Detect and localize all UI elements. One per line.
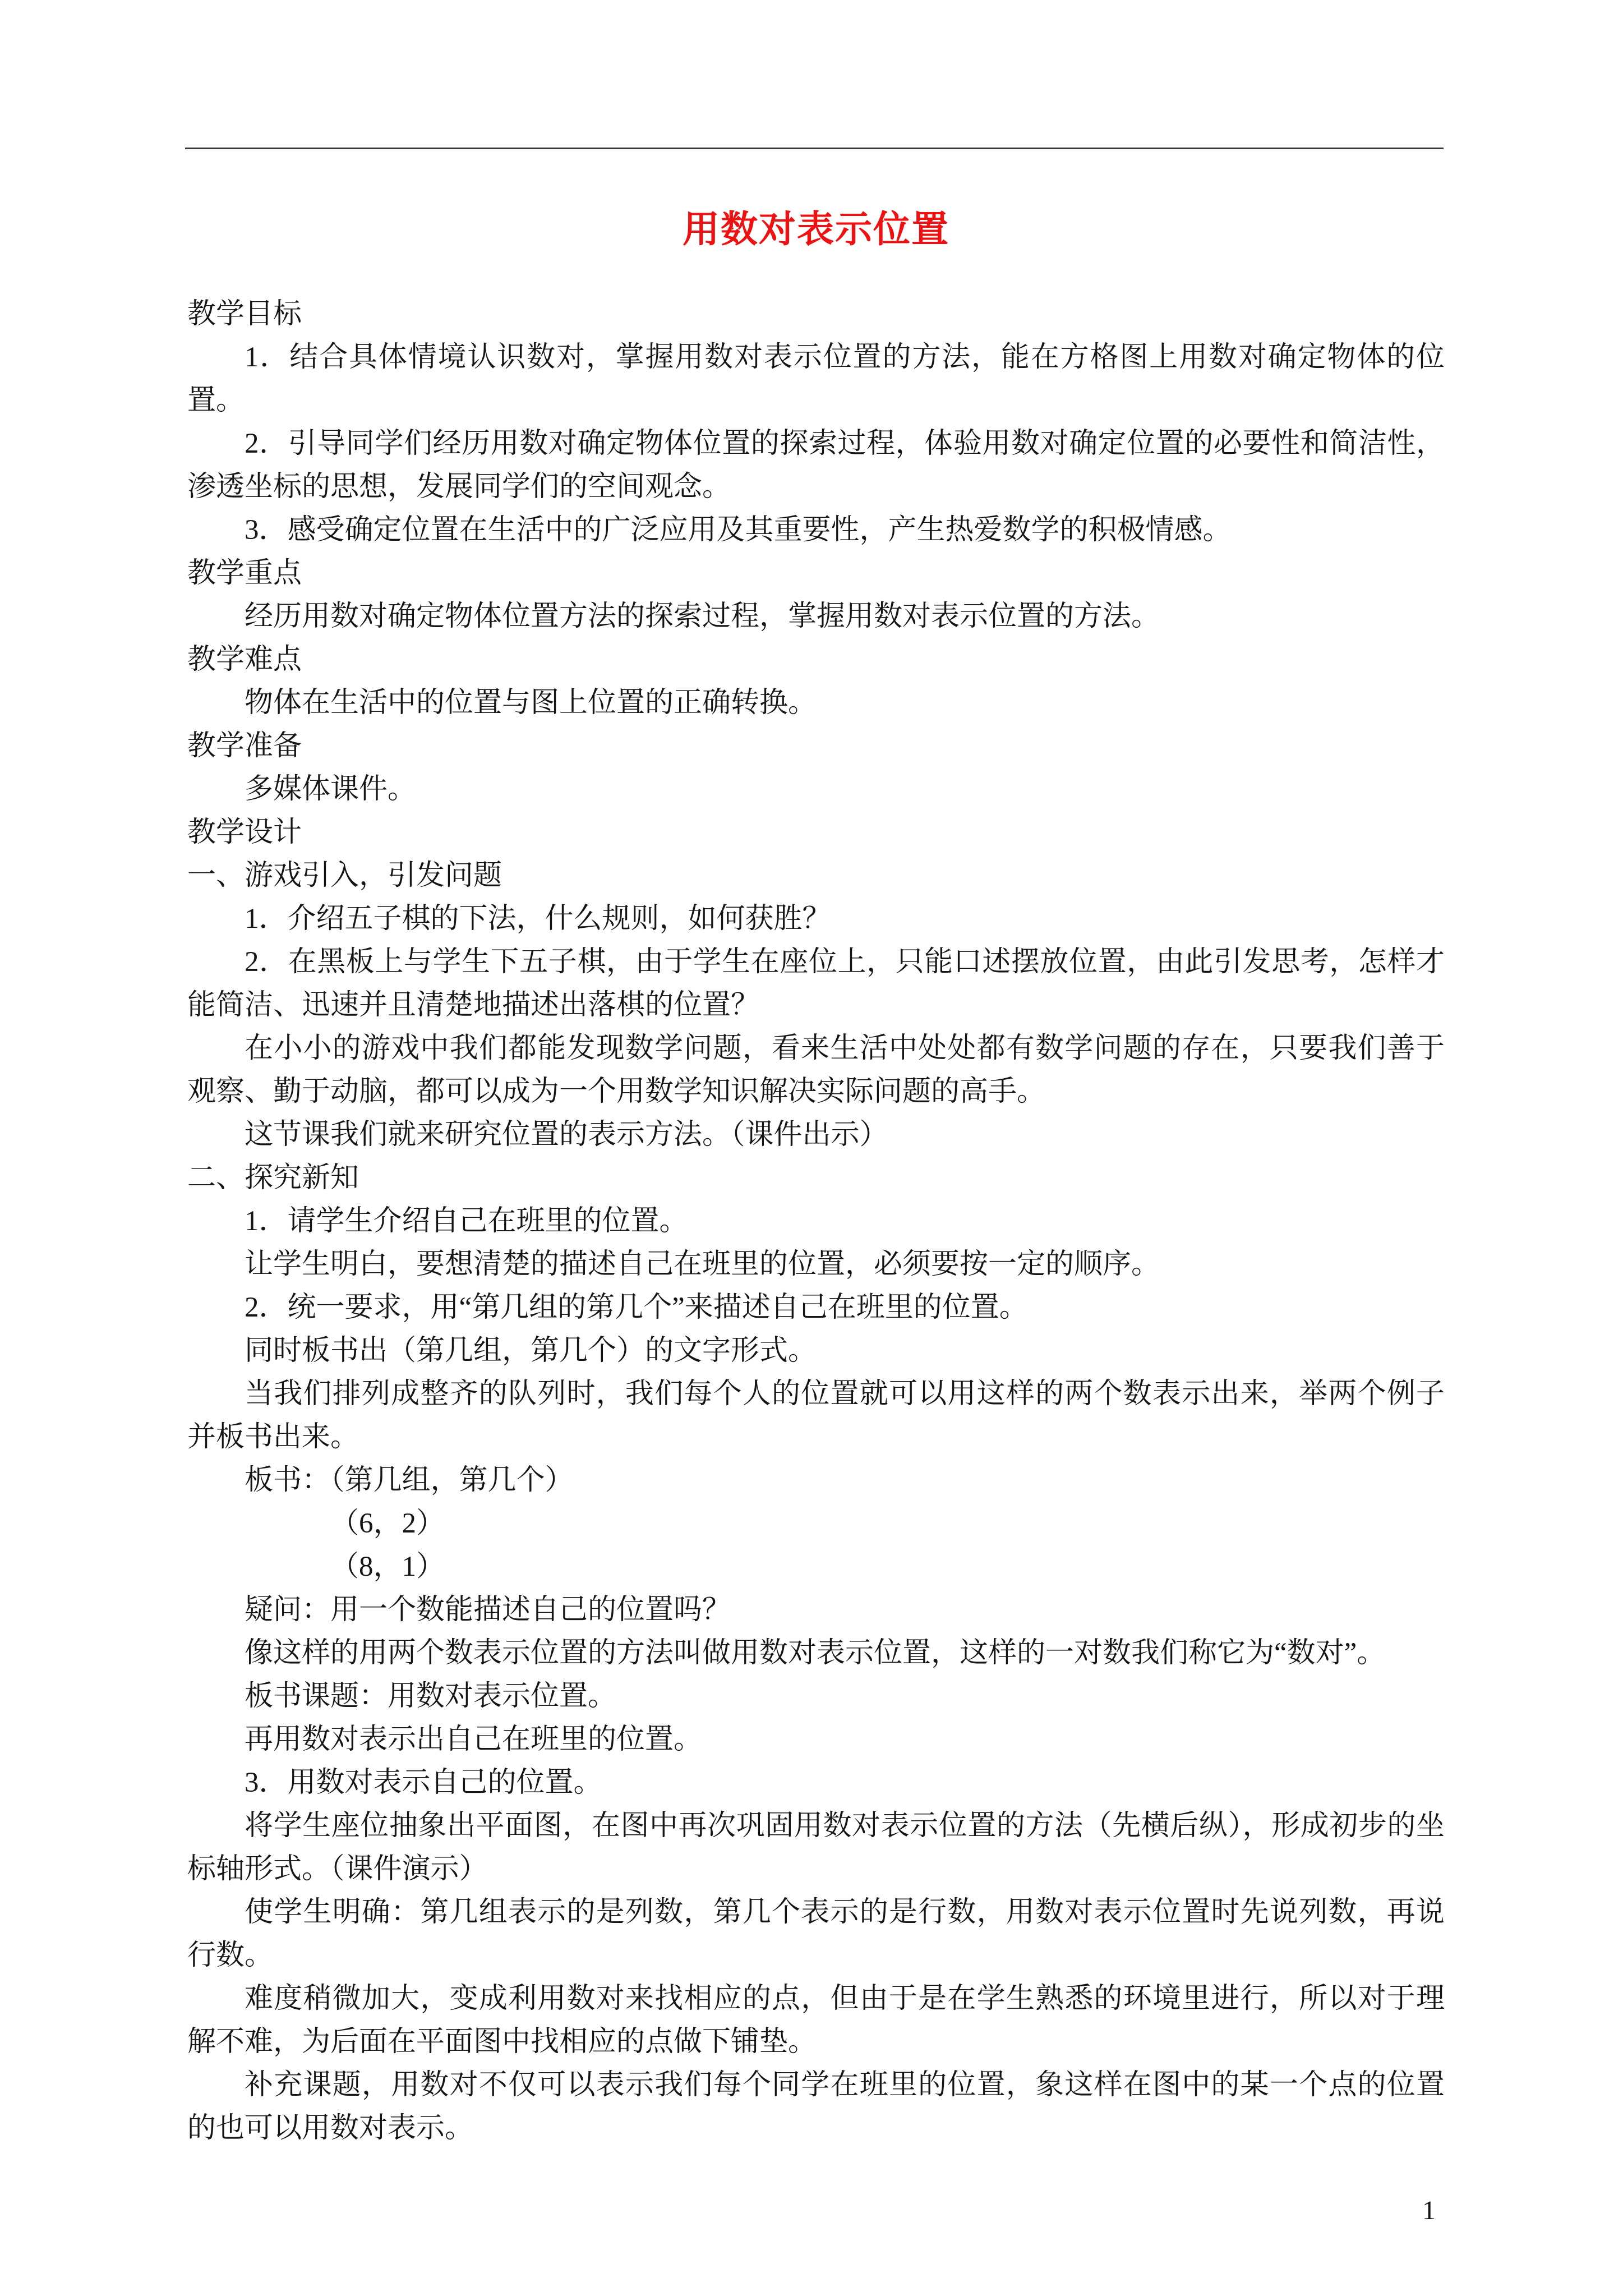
paragraph: 板书：（第几组，第几个） [245, 1465, 574, 1496]
document-body [187, 293, 1445, 2150]
paragraph: 使学生明确：第几组表示的是列数，第几个表示的是行数，用数对表示位置时先说列数，再说行数。 [187, 1897, 1445, 1971]
paragraph: 1．请学生介绍自己在班里的位置。 [245, 1205, 688, 1237]
paragraph: 教学设计 [187, 817, 302, 848]
paragraph: 教学准备 [187, 730, 302, 762]
paragraph: 这节课我们就来研究位置的表示方法。（课件出示） [245, 1119, 888, 1151]
paragraph: 板书课题：用数对表示位置。 [245, 1681, 617, 1712]
paragraph: 当我们排列成整齐的队列时，我们每个人的位置就可以用这样的两个数表示出来，举两个例子并板书出来。 [187, 1378, 1445, 1453]
document-content [187, 191, 1445, 2150]
paragraph: 让学生明白，要想清楚的描述自己在班里的位置，必须要按一定的顺序。 [245, 1249, 1160, 1280]
page-number: 1 [1422, 2196, 1436, 2225]
paragraph: 1．介绍五子棋的下法，什么规则，如何获胜？ [245, 903, 831, 935]
paragraph: 将学生座位抽象出平面图，在图中再次巩固用数对表示位置的方法（先横后纵），形成初步的坐标轴形式。（课件演示） [187, 1810, 1445, 1885]
paragraph: 2．统一要求，用“第几组的第几个”来描述自己在班里的位置。 [245, 1292, 1028, 1323]
paragraph: 3．感受确定位置在生活中的广泛应用及其重要性，产生热爱数学的积极情感。 [245, 514, 1232, 546]
paragraph: 补充课题，用数对不仅可以表示我们每个同学在班里的位置，象这样在图中的某一个点的位置的也可以用数对表示。 [187, 2069, 1445, 2144]
paragraph: 2．在黑板上与学生下五子棋，由于学生在座位上，只能口述摆放位置，由此引发思考，怎样才能简洁、迅速并且清楚地描述出落棋的位置？ [187, 946, 1445, 1021]
paragraph: 经历用数对确定物体位置方法的探索过程，掌握用数对表示位置的方法。 [245, 601, 1160, 632]
paragraph: 教学难点 [187, 644, 302, 675]
paragraph: 二、探究新知 [187, 1162, 359, 1194]
paragraph: 一、游戏引入，引发问题 [187, 860, 502, 891]
paragraph: 在小小的游戏中我们都能发现数学问题，看来生活中处处都有数学问题的存在，只要我们善于观察、勤于动脑，都可以成为一个用数学知识解决实际问题的高手。 [187, 1033, 1445, 1107]
paragraph: 3．用数对表示自己的位置。 [245, 1767, 602, 1798]
paragraph: 难度稍微加大，变成利用数对来找相应的点，但由于是在学生熟悉的环境里进行，所以对于理解不难，为后面在平面图中找相应的点做下铺垫。 [187, 1983, 1445, 2058]
paragraph: 教学重点 [187, 558, 302, 589]
paragraph: 教学目标 [187, 298, 302, 330]
paragraph: 同时板书出（第几组，第几个）的文字形式。 [245, 1335, 817, 1366]
paragraph: 疑问：用一个数能描述自己的位置吗？ [245, 1594, 731, 1626]
document-title: 用数对表示位置 [683, 209, 949, 250]
paragraph: 再用数对表示出自己在班里的位置。 [245, 1724, 703, 1755]
paragraph: 2．引导同学们经历用数对确定物体位置的探索过程，体验用数对确定位置的必要性和简洁性，渗透坐标的思想，发展同学们的空间观念。 [187, 428, 1445, 503]
header-rule [185, 148, 1444, 149]
paragraph: 多媒体课件。 [245, 774, 417, 805]
paragraph: 1．结合具体情境认识数对，掌握用数对表示位置的方法，能在方格图上用数对确定物体的位置。 [187, 342, 1445, 416]
paragraph: 像这样的用两个数表示位置的方法叫做用数对表示位置，这样的一对数我们称它为“数对”。 [245, 1637, 1386, 1669]
paragraph: （8，1） [330, 1551, 445, 1582]
paragraph: （6，2） [330, 1508, 445, 1539]
paragraph: 物体在生活中的位置与图上位置的正确转换。 [245, 687, 817, 719]
